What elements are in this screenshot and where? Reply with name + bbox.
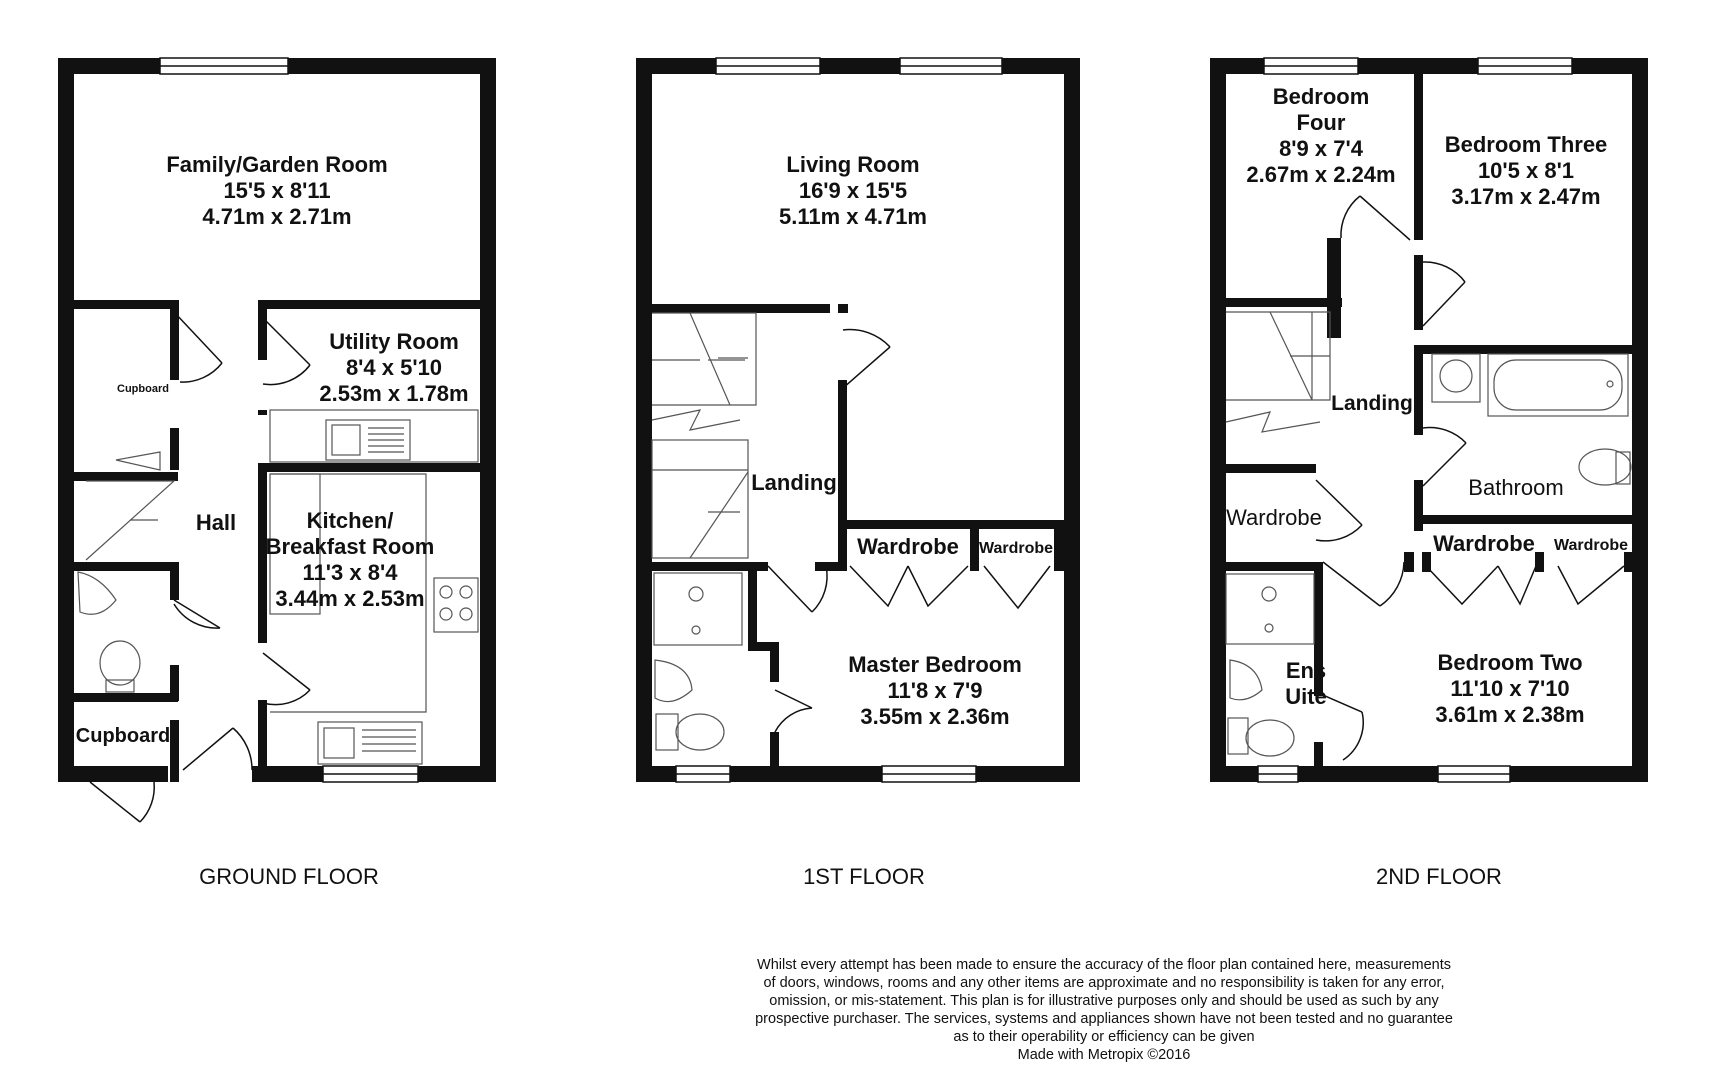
bedroom-two-metric: 3.61m x 2.38m <box>1435 702 1585 727</box>
ensuite-name-line1: Ens <box>1285 658 1327 683</box>
hob-icon <box>434 578 478 632</box>
bedroom-four-imperial: 8'9 x 7'4 <box>1279 136 1363 161</box>
utility-room-imperial: 8'4 x 5'10 <box>345 355 443 380</box>
bedroom-three-metric: 3.17m x 2.47m <box>1451 184 1601 209</box>
disclaimer-line: prospective purchaser. The services, systems and appliances shown have not been tested and no guarantee <box>755 1011 1453 1027</box>
landing-name: Landing <box>751 470 837 495</box>
bathroom-name: Bathroom <box>1468 475 1564 500</box>
kitchen-name-line2: Breakfast Room <box>265 534 435 559</box>
disclaimer-line: of doors, windows, rooms and any other items are approximate and no responsibility is taken for any error, <box>763 975 1445 991</box>
living-room-imperial: 16'9 x 15'5 <box>798 178 908 203</box>
ground-floor-title: GROUND FLOOR <box>199 864 379 889</box>
bedroom-four-name-line1: Bedroom <box>1272 84 1370 109</box>
ensuite-basin-icon <box>655 660 692 702</box>
ensuite-2-shower-icon <box>1226 574 1314 644</box>
kitchen-name-line1: Kitchen/ <box>306 508 394 533</box>
shower-tray-icon <box>654 573 742 645</box>
kitchen-imperial: 11'3 x 8'4 <box>302 560 398 585</box>
wc-basin-icon <box>78 572 116 614</box>
master-bedroom-metric: 3.55m x 2.36m <box>860 704 1010 729</box>
utility-room-name: Utility Room <box>329 329 459 354</box>
master-bedroom-imperial: 11'8 x 7'9 <box>887 678 983 703</box>
wardrobe-small-name: Wardrobe <box>1226 505 1322 530</box>
family-room-name: Family/Garden Room <box>166 152 388 177</box>
bathroom-toilet-icon <box>1579 449 1631 485</box>
family-room-metric: 4.71m x 2.71m <box>202 204 352 229</box>
hall-name: Hall <box>195 510 237 535</box>
bedroom-two-name: Bedroom Two <box>1437 650 1583 675</box>
first-floor-title: 1ST FLOOR <box>803 864 925 889</box>
ensuite-toilet-icon <box>676 714 724 750</box>
second-floor-plan <box>1210 58 1648 889</box>
living-room-name: Living Room <box>786 152 920 177</box>
wardrobe-1-name: Wardrobe <box>857 534 959 559</box>
wc-toilet-icon <box>100 641 140 685</box>
master-bedroom-name: Master Bedroom <box>848 652 1022 677</box>
disclaimer-line: as to their operability or efficiency can be given <box>953 1029 1255 1045</box>
living-room-metric: 5.11m x 4.71m <box>778 204 928 229</box>
wardrobe-2-name: Wardrobe <box>978 540 1054 557</box>
utility-room-metric: 2.53m x 1.78m <box>319 381 469 406</box>
bedroom-four-metric: 2.67m x 2.24m <box>1246 162 1396 187</box>
ensuite-name-line2: Uite <box>1285 684 1327 709</box>
ground-floor-plan <box>58 58 496 889</box>
cupboard-small-name: Cupboard <box>117 383 169 395</box>
bathroom-basin-icon <box>1432 354 1480 402</box>
ensuite-2-toilet-icon <box>1246 720 1294 756</box>
family-room-imperial: 15'5 x 8'11 <box>223 178 331 203</box>
first-floor-fixtures <box>652 313 756 750</box>
landing-2-name: Landing <box>1331 392 1413 415</box>
disclaimer-credit: Made with Metropix ©2016 <box>1017 1047 1191 1063</box>
bedroom-four-name-line2: Four <box>1296 110 1346 135</box>
disclaimer-line: Whilst every attempt has been made to ensure the accuracy of the floor plan contained here, measurements <box>757 957 1451 973</box>
second-floor-title: 2ND FLOOR <box>1376 864 1502 889</box>
disclaimer <box>680 956 1528 1064</box>
bedroom-two-imperial: 11'10 x 7'10 <box>1450 676 1570 701</box>
bedroom-three-name: Bedroom Three <box>1444 132 1608 157</box>
cupboard-name: Cupboard <box>75 725 171 747</box>
wardrobe-2-2-name: Wardrobe <box>1553 537 1629 554</box>
disclaimer-line: omission, or mis-statement. This plan is for illustrative purposes only and should be used as such by any <box>769 993 1439 1009</box>
ensuite-2-basin-icon <box>1230 660 1262 700</box>
wardrobe-2-1-name: Wardrobe <box>1433 531 1535 556</box>
first-floor-plan <box>636 58 1080 889</box>
kitchen-metric: 3.44m x 2.53m <box>275 586 425 611</box>
bedroom-three-imperial: 10'5 x 8'1 <box>1477 158 1575 183</box>
